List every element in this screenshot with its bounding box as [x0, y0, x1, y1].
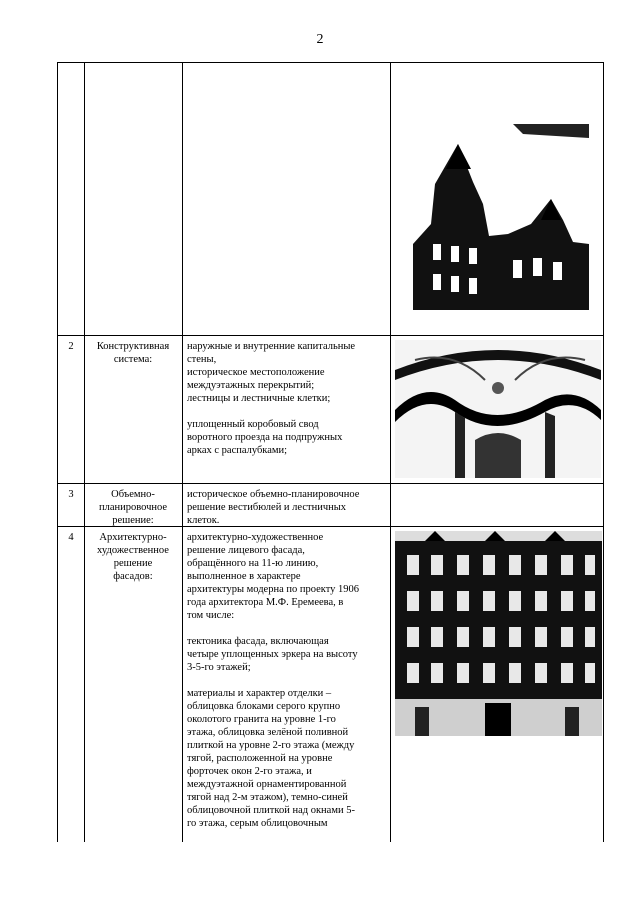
vaulted-ceiling-photo — [395, 340, 601, 478]
row-description — [187, 340, 387, 457]
desc-line: обращённого на 11-ю линию, — [187, 558, 319, 569]
desc-line: архитектурно-художественное — [187, 532, 324, 543]
row-name-line: Конструктивная — [96, 341, 170, 352]
row-name — [88, 340, 178, 366]
desc-line: решение лицевого фасада, — [187, 545, 305, 556]
row-name-line: фасадов: — [113, 571, 153, 582]
desc-line: года архитектора М.Ф. Еремеева, в — [187, 597, 344, 608]
row-description — [187, 531, 387, 830]
row-name-line: планировочное — [98, 502, 168, 513]
row-name-line: Архитектурно- — [99, 532, 167, 543]
row-description — [187, 488, 387, 527]
row-name-line: художественное — [97, 545, 169, 556]
desc-line: облицовка блоками серого крупно — [187, 701, 341, 712]
desc-line: уплощенный коробовый свод — [187, 419, 319, 430]
desc-line: форточек окон 2-го этажа, и — [187, 766, 312, 777]
desc-line: материалы и характер отделки – — [187, 688, 332, 699]
desc-line: воротного проезда на подпружных — [187, 432, 343, 443]
row-number: 4 — [68, 532, 74, 543]
desc-line: архитектуры модерна по проекту 1906 — [187, 584, 360, 595]
desc-line: междуэтажной орнаментированной — [187, 779, 347, 790]
row-name — [88, 531, 178, 583]
page-number: 2 — [316, 32, 324, 47]
desc-line: четыре уплощенных эркера на высоту — [187, 649, 358, 660]
desc-line: стены, — [187, 354, 217, 365]
desc-line: арках с распалубками; — [187, 445, 288, 456]
document-table — [57, 62, 604, 842]
desc-line: том числе: — [187, 610, 235, 621]
row-number: 3 — [68, 489, 74, 500]
desc-line: го этажа, серым облицовочным — [187, 818, 328, 829]
desc-line: междуэтажных перекрытий; — [187, 380, 315, 391]
desc-line: плиткой на уровне 2-го этажа (между — [187, 740, 355, 751]
desc-line: историческое местоположение — [187, 367, 325, 378]
desc-line: облицовочной плиткой над окнами 5- — [187, 805, 355, 816]
desc-line: клеток. — [187, 515, 220, 526]
row-name — [88, 488, 178, 527]
row-name-line: решение: — [112, 515, 154, 526]
desc-line: этажа, облицовка зелёной поливной — [187, 727, 349, 738]
desc-line: выполненное в характере — [187, 571, 301, 582]
row-name-line: система: — [113, 354, 153, 365]
desc-line: лестницы и лестничные клетки; — [187, 393, 331, 404]
desc-line: околотого гранита на уровне 1-го — [187, 714, 336, 725]
desc-line: 3-5-го этажей; — [187, 662, 251, 673]
desc-line: решение вестибюлей и лестничных — [187, 502, 347, 513]
row-name-line: решение — [113, 558, 153, 569]
desc-line: наружные и внутренние капитальные — [187, 341, 356, 352]
row-number: 2 — [68, 341, 74, 352]
building-towers-photo — [413, 124, 589, 310]
row-name-line: Объемно- — [111, 489, 155, 500]
desc-line: тектоника фасада, включающая — [187, 636, 329, 647]
facade-photo — [395, 531, 602, 736]
desc-line: историческое объемно-планировочное — [187, 489, 360, 500]
desc-line: тягой, расположенной на уровне — [187, 753, 333, 764]
desc-line: тягой над 2-м этажом), темно-синей — [187, 792, 348, 803]
